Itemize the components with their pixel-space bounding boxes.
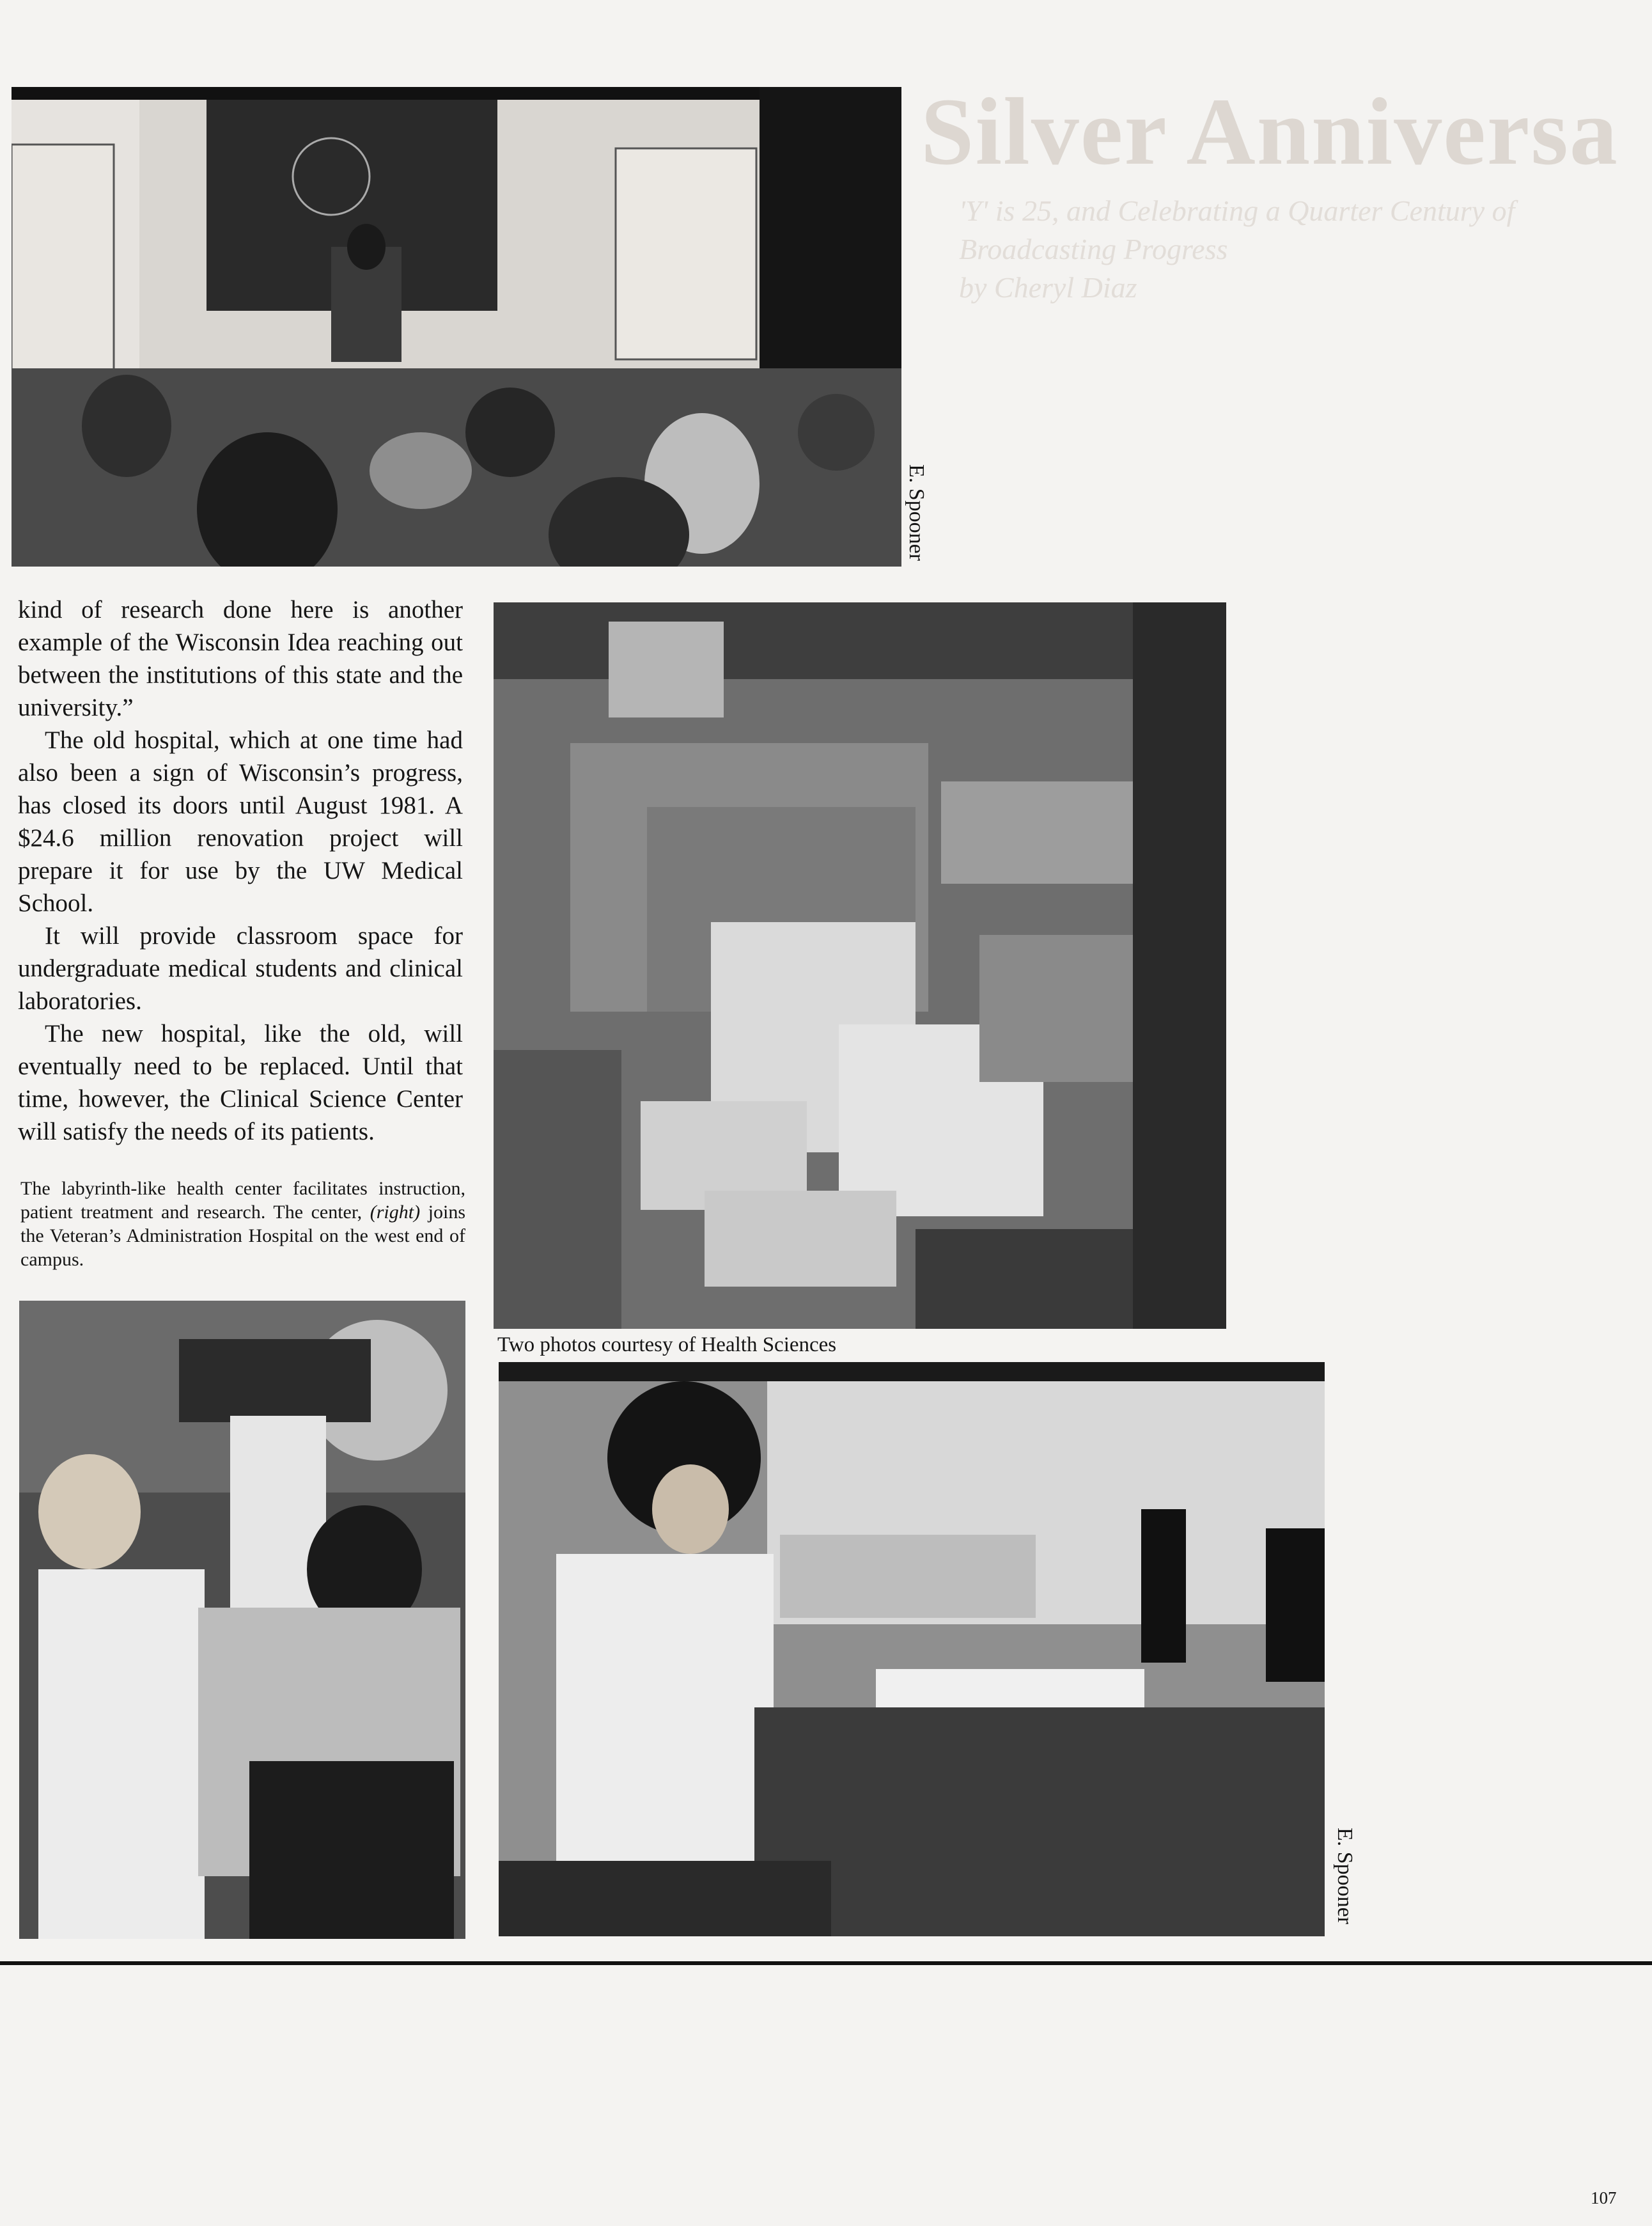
article-paragraph: The old hospital, which at one time had also been a sign of Wisconsin’s progress, has closed its doors until August 1981. A $24.6 million renovation project will prepare it for use by the UW Medical School. bbox=[18, 726, 463, 917]
ghost-subtitle: 'Y' is 25, and Celebrating a Quarter Century of Broadcasting Progress bbox=[959, 194, 1515, 265]
article-paragraph: It will provide classroom space for undergraduate medical students and clinical laboratories. bbox=[18, 922, 463, 1015]
lab-technician-photo bbox=[499, 1362, 1325, 1936]
photo-credit-lecture: E. Spooner bbox=[905, 464, 928, 561]
ghost-heading: Silver Anniversa bbox=[921, 79, 1619, 185]
xray-exam-photo bbox=[19, 1301, 465, 1939]
article-text bbox=[18, 593, 463, 1148]
article-paragraph: The new hospital, like the old, will eventually need to be replaced. Until that time, however, the Clinical Science Center will satisfy the needs of its patients. bbox=[18, 1020, 463, 1145]
page-divider bbox=[0, 1961, 1652, 1965]
hospital-aerial-photo bbox=[494, 602, 1226, 1329]
photo-credit-lab: E. Spooner bbox=[1333, 1828, 1357, 1925]
lecture-hall-photo bbox=[12, 87, 901, 567]
article-paragraph: kind of research done here is another example of the Wisconsin Idea reaching out between the institutions of this state and the university.” bbox=[18, 596, 463, 721]
caption-text-start: The labyrinth-like health center facilitates instruction, patient treatment and research. The center, bbox=[20, 1178, 465, 1223]
caption-emphasis: (right) bbox=[370, 1202, 421, 1223]
ghost-byline: by Cheryl Diaz bbox=[959, 271, 1137, 304]
ghost-subheading bbox=[959, 192, 1534, 307]
caption-text-end: joins the Veteran’s Administration Hospital on the west end of campus. bbox=[20, 1202, 466, 1270]
page-number: 107 bbox=[1591, 2188, 1617, 2207]
photo-credit-health-sciences: Two photos courtesy of Health Sciences bbox=[497, 1333, 837, 1356]
photo-caption bbox=[20, 1177, 465, 1271]
